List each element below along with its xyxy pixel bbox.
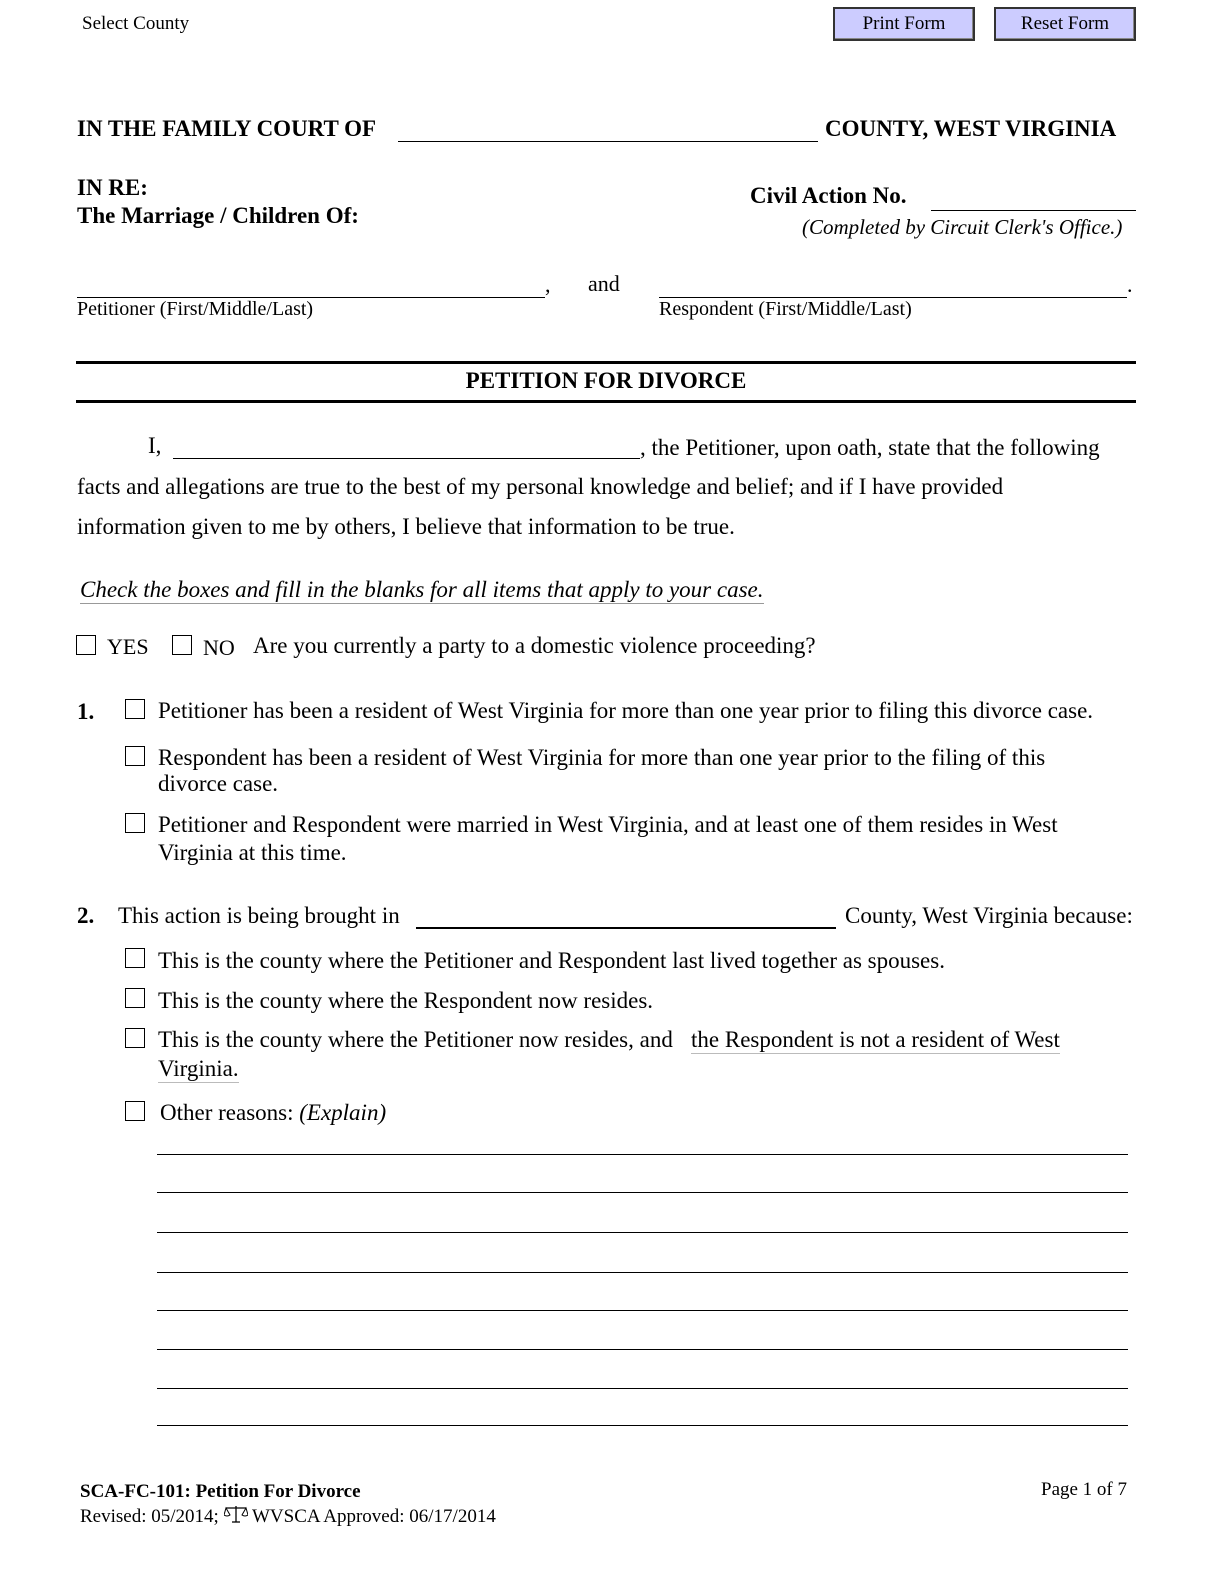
item1-opt3-checkbox[interactable] [125, 813, 145, 833]
and-label: and [588, 271, 620, 296]
marriage-of-label: The Marriage / Children Of: [77, 203, 359, 228]
explain-line-1[interactable] [157, 1130, 1128, 1155]
item1-opt2-checkbox[interactable] [125, 746, 145, 766]
scales-icon [224, 1504, 248, 1530]
oath-i: I, [148, 433, 162, 458]
item1-opt1-text: Petitioner has been a resident of West Virginia for more than one year prior to filing this divorce case. [158, 698, 1094, 723]
respondent-caption: Respondent (First/Middle/Last) [659, 298, 912, 320]
item2-opt2-checkbox[interactable] [125, 988, 145, 1008]
footer-form-id: SCA-FC-101: Petition For Divorce [80, 1481, 361, 1502]
instructions: Check the boxes and fill in the blanks for all items that apply to your case. [80, 577, 764, 602]
item2-opt1-checkbox[interactable] [125, 948, 145, 968]
item1-opt3-line1: Petitioner and Respondent were married in West Virginia, and at least one of them resides in West [158, 812, 1058, 837]
petitioner-comma: , [545, 272, 551, 297]
respondent-period: . [1127, 272, 1133, 297]
other-reasons-label: Other reasons: [160, 1100, 294, 1125]
dv-no-label: NO [203, 635, 235, 660]
reset-form-button[interactable]: Reset Form [994, 7, 1136, 41]
dv-yes-label: YES [107, 634, 149, 659]
dv-no-checkbox[interactable] [172, 635, 192, 655]
footer-approved: WVSCA Approved: 06/17/2014 [251, 1506, 496, 1527]
court-suffix: COUNTY, WEST VIRGINIA [825, 116, 1117, 141]
explain-line-6[interactable] [157, 1325, 1128, 1350]
item2-tail: County, West Virginia because: [845, 903, 1133, 928]
item2-opt3-checkbox[interactable] [125, 1028, 145, 1048]
footer-revised-line [80, 1504, 496, 1530]
in-re-label: IN RE: [77, 175, 148, 200]
item1-opt2-line1: Respondent has been a resident of West Virginia for more than one year prior to the filing of this [158, 745, 1046, 770]
civil-action-label: Civil Action No. [750, 183, 907, 208]
item2-opt3-line2: Virginia. [158, 1056, 239, 1081]
explain-line-8[interactable] [157, 1401, 1128, 1426]
item2-number: 2. [77, 903, 95, 928]
footer-page-number: Page 1 of 7 [1041, 1479, 1128, 1500]
explain-line-3[interactable] [157, 1208, 1128, 1233]
dv-yes-checkbox[interactable] [76, 635, 96, 655]
item2-opt1-text: This is the county where the Petitioner and Respondent last lived together as spouses. [158, 948, 945, 973]
item2-lead: This action is being brought in [118, 903, 400, 928]
item2-opt2-text: This is the county where the Respondent now resides. [158, 988, 654, 1013]
item2-opt3-line1b: the Respondent is not a resident of West [691, 1027, 1060, 1052]
court-county-field[interactable] [398, 116, 818, 142]
item2-opt4-label [160, 1100, 386, 1126]
item2-county-field[interactable] [416, 902, 836, 929]
court-prefix: IN THE FAMILY COURT OF [77, 116, 377, 141]
oath-line2: facts and allegations are true to the best of my personal knowledge and belief; and if I have provided [77, 474, 1004, 499]
oath-line1: , the Petitioner, upon oath, state that the following [640, 435, 1100, 460]
page-title: PETITION FOR DIVORCE [465, 368, 747, 393]
item1-opt2-line2: divorce case. [158, 771, 279, 796]
item1-opt3-line2: Virginia at this time. [158, 840, 347, 865]
dv-question: Are you currently a party to a domestic violence proceeding? [253, 633, 816, 658]
respondent-name-field[interactable] [659, 272, 1127, 298]
petitioner-name-field[interactable] [77, 272, 545, 298]
item2-opt4-checkbox[interactable] [125, 1101, 145, 1121]
item2-opt3-line1a: This is the county where the Petitioner now resides, and [158, 1027, 673, 1052]
explain-line-5[interactable] [157, 1286, 1128, 1311]
civil-action-field[interactable] [931, 185, 1136, 211]
explain-line-4[interactable] [157, 1248, 1128, 1273]
print-form-button[interactable]: Print Form [833, 7, 975, 41]
explain-line-7[interactable] [157, 1364, 1128, 1389]
item1-opt1-checkbox[interactable] [125, 699, 145, 719]
explain-line-2[interactable] [157, 1168, 1128, 1193]
explain-label: (Explain) [299, 1100, 387, 1125]
civil-action-note: (Completed by Circuit Clerk's Office.) [802, 215, 1123, 239]
footer-revised: Revised: 05/2014; [80, 1506, 219, 1527]
title-rule-bottom [76, 400, 1136, 403]
oath-name-field[interactable] [173, 432, 640, 459]
petitioner-caption: Petitioner (First/Middle/Last) [77, 298, 314, 320]
title-rule-top [76, 361, 1136, 364]
select-county-label[interactable]: Select County [82, 13, 190, 34]
oath-line3: information given to me by others, I believe that information to be true. [77, 514, 735, 539]
item1-number: 1. [77, 699, 95, 724]
